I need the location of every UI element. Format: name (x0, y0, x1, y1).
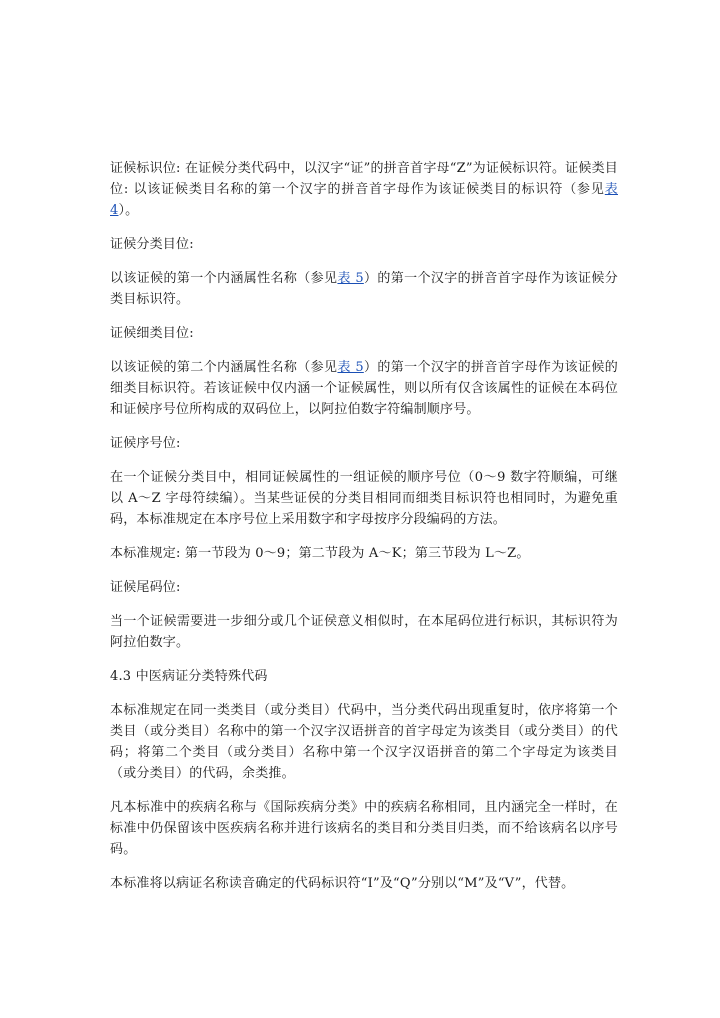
heading-sequence-position: 证候序号位: (110, 436, 181, 451)
paragraph-subcategory-position (110, 357, 618, 420)
paragraph-text: 以该证候的第一个内涵属性名称（参见 (110, 271, 338, 286)
table-5-link[interactable]: 表 5 (337, 271, 364, 286)
table-4-link[interactable]: 表 4 (110, 182, 618, 218)
section-heading-4-3: 4.3 中医病证分类特殊代码 (110, 669, 268, 684)
paragraph-letter-replacement-rule: 本标准将以病证名称读音确定的代码标识符“I”及“Q”分别以“M”及“V”，代替。 (110, 876, 575, 891)
table-5-link[interactable]: 表 5 (337, 360, 364, 375)
paragraph-tail-position: 当一个证候需要进一步细分或几个证侯意义相似时，在本尾码位进行标识，其标识符为阿拉伯数字。 (110, 614, 618, 650)
paragraph-classification-position (110, 268, 618, 310)
paragraph-text: ）的第一个汉字的拼音首字母作为该证候分类目标识符。 (110, 271, 618, 307)
paragraph-text: 以该证候的第二个内涵属性名称（参见 (110, 360, 338, 375)
heading-classification-position: 证候分类目位: (110, 237, 194, 252)
paragraph-segment-rule: 本标准规定: 第一节段为 0～9；第二节段为 A～K；第三节段为 L～Z。 (110, 546, 530, 561)
paragraph-text: ）。 (118, 203, 139, 218)
heading-subcategory-position: 证候细类目位: (110, 326, 194, 341)
heading-tail-position: 证候尾码位: (110, 580, 181, 595)
paragraph-duplicate-code-rule: 本标准规定在同一类类目（或分类目）代码中，当分类代码出现重复时，依序将第一个类目（或分类目）名称中的第一个汉字汉语拼音的首字母定为该类目（或分类目）的代码；将第二个类目（或分类目）名称中第一个汉字汉语拼音的第二个字母定为该类目（或分类目）的代码，余类推。 (110, 703, 618, 781)
paragraph-text: 证候标识位: 在证候分类代码中，以汉字“证”的拼音首字母“Z”为证候标识符。证候类目位: 以该证候类目名称的第一个汉字的拼音首字母作为该证候类目的标识符（参见 (110, 161, 618, 197)
paragraph-icd-rule: 凡本标准中的疾病名称与《国际疾病分类》中的疾病名称相同，且内涵完全一样时，在标准中仍保留该中医疾病名称并进行该病名的类目和分类目归类，而不给该病名以序号码。 (110, 800, 618, 857)
paragraph-identifier-position (110, 158, 618, 221)
paragraph-sequence-position: 在一个证候分类目中，相同证候属性的一组证候的顺序号位（0～9 数字符顺编，可继以 A～Z 字母符续编）。当某些证侯的分类目相同而细类目标识符也相同时，为避免重码，本标准规定在本序号位上采用数字和字母按序分段编码的方法。 (110, 470, 618, 527)
paragraph-text: ）的第一个汉字的拼音首字母作为该证候的细类目标识符。若该证候中仅内涵一个证候属性，则以所有仅含该属性的证候在本码位和证候序号位所构成的双码位上，以阿拉伯数字符编制顺序号。 (110, 360, 618, 417)
document-body (110, 158, 618, 907)
